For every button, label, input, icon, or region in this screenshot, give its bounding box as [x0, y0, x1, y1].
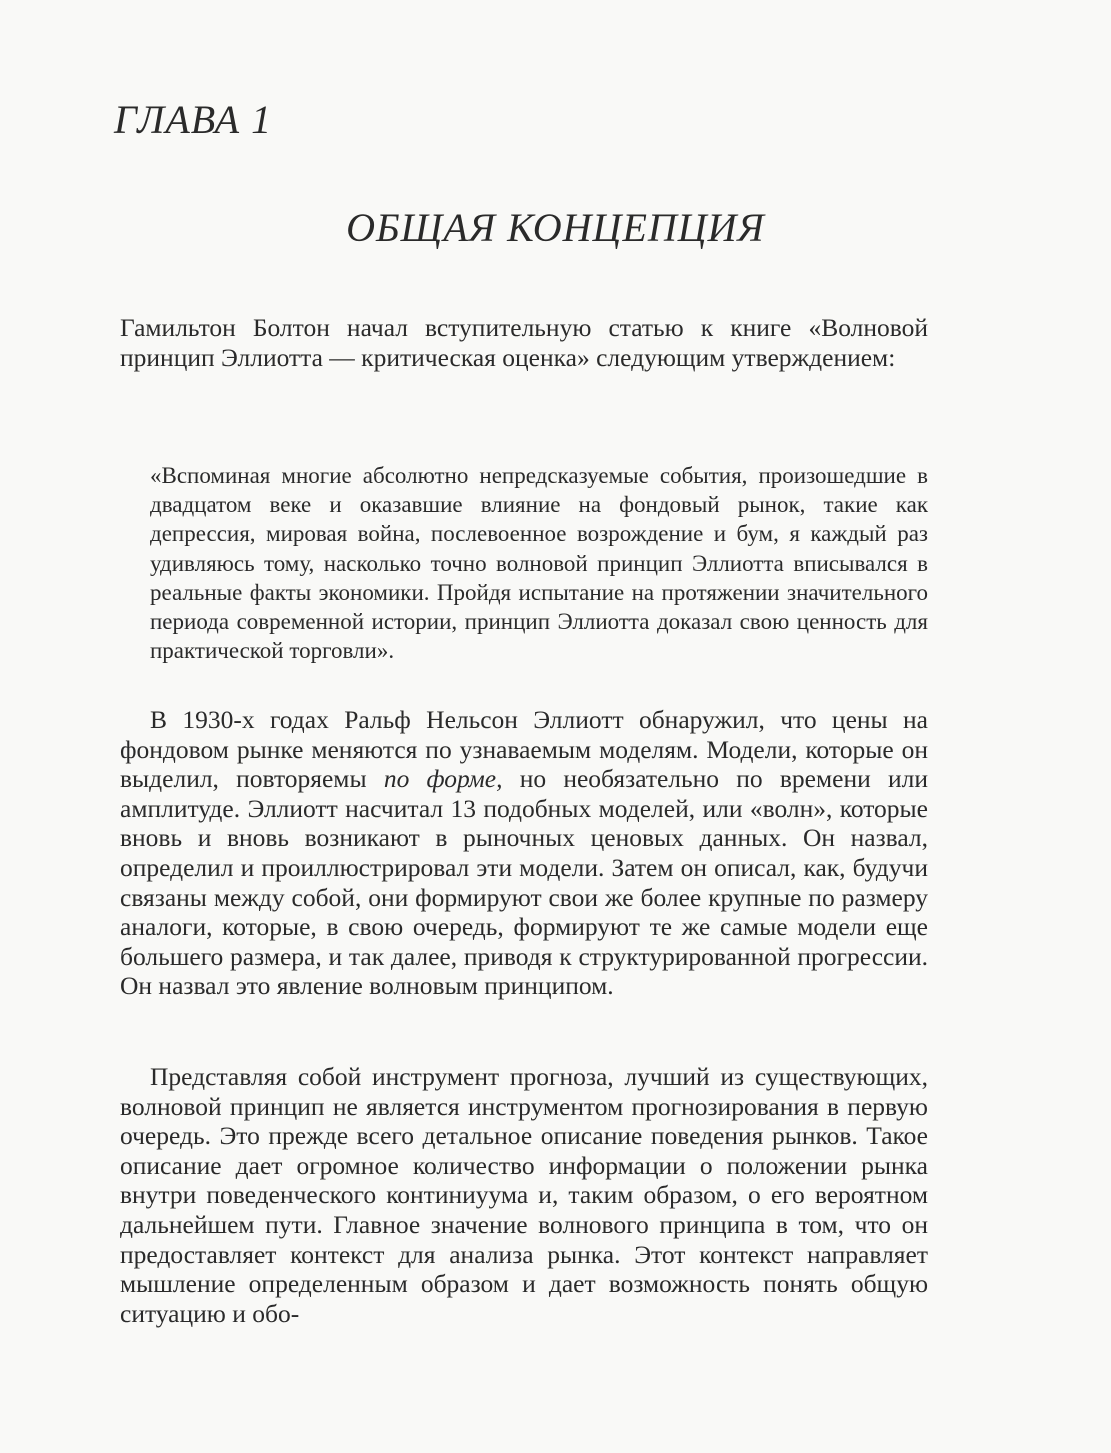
intro-paragraph: Гамильтон Болтон начал вступительную статью к книге «Волновой принцип Эллиотта — критическая оценка» следующим утверждением:: [120, 313, 928, 372]
paragraph-1-emphasis: по форме,: [383, 764, 503, 794]
chapter-title: ОБЩАЯ КОНЦЕПЦИЯ: [346, 205, 765, 250]
paragraph-1: [120, 705, 928, 1001]
chapter-label: ГЛАВА 1: [114, 97, 273, 142]
paragraph-1-text-after: но необязательно по времени или амплитуде. Эллиотт насчитал 13 подобных моделей, или «волн», которые вновь и вновь возникают в рыночных ценовых данных. Он назвал, определил и проиллюстрировал эти модели. Затем он описал, как, будучи связаны между собой, они формируют свои же более крупные по размеру аналоги, которые, в свою очередь, формируют те же самые модели еще большего размера, и так далее, приводя к структурированной прогрессии. Он назвал это явление волновым принципом.: [120, 764, 928, 1001]
paragraph-2: Представляя собой инструмент прогноза, лучший из существующих, волновой принцип не является инструментом прогнозирования в первую очередь. Это прежде всего детальное описание поведения рынков. Такое описание дает огромное количество информации о положении рынка внутри поведенческого континиуума и, таким образом, о его вероятном дальнейшем пути. Главное значение волнового принципа в том, что он предоставляет контекст для анализа рынка. Этот контекст направляет мышление определенным образом и дает возможность понять общую ситуацию и обо-: [120, 1062, 928, 1328]
block-quote: «Вспоминая многие абсолютно непредсказуемые события, произошедшие в двадцатом веке и оказавшие влияние на фондовый рынок, такие как депрессия, мировая война, послевоенное возрождение и бум, я каждый раз удивляюсь тому, насколько точно волновой принцип Эллиотта вписывался в реальные факты экономики. Пройдя испытание на протяжении значительного периода современной истории, принцип Эллиотта доказал свою ценность для практической торговли».: [150, 463, 928, 664]
paragraph-1-text-before: В 1930-х годах Ральф Нельсон Эллиотт обнаружил, что цены на фондовом рынке меняются по узнаваемым моделям. Модели, которые он выделил, повторяемы: [120, 705, 928, 794]
